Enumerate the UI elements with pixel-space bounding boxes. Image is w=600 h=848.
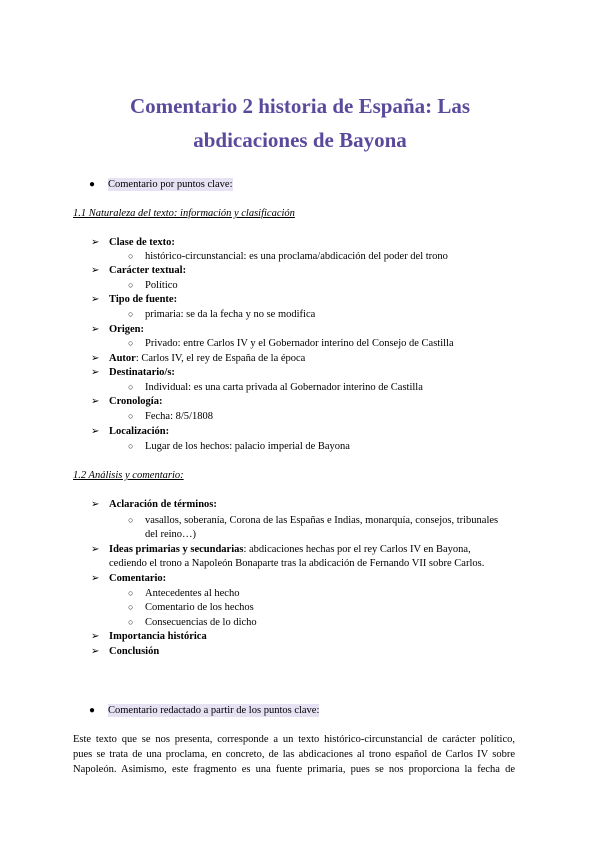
circle-bullet-icon: ○	[128, 617, 134, 627]
item-comentario-sub-1: Antecedentes al hecho	[145, 588, 240, 599]
item-localizacion-label: Localización:	[109, 426, 170, 437]
circle-bullet-icon: ○	[128, 338, 134, 348]
circle-bullet-icon: ○	[128, 309, 134, 319]
circle-bullet-icon: ○	[128, 280, 134, 290]
item-aclaracion-label: Aclaración de términos:	[109, 499, 217, 510]
bullet-dot-icon: ●	[89, 179, 96, 190]
item-comentario-sub-3: Consecuencias de lo dicho	[145, 617, 257, 628]
item-autor-label: Autor	[109, 353, 136, 364]
item-ideas-label: Ideas primarias y secundarias	[109, 544, 244, 555]
arrow-icon: ➢	[91, 646, 100, 657]
item-comentario-label: Comentario:	[109, 573, 167, 584]
section-heading-1-1: 1.1 Naturaleza del texto: información y clasificación	[73, 208, 295, 219]
arrow-icon: ➢	[91, 353, 100, 364]
item-caracter-label: Carácter textual:	[109, 265, 187, 276]
document-title-line-2: abdicaciones de Bayona	[193, 128, 407, 152]
circle-bullet-icon: ○	[128, 515, 134, 525]
item-clase-sub: histórico-circunstancial: es una proclama/abdicación del poder del trono	[145, 251, 448, 262]
arrow-icon: ➢	[91, 426, 100, 437]
item-localizacion-sub: Lugar de los hechos: palacio imperial de Bayona	[145, 441, 350, 452]
item-tipo-label: Tipo de fuente:	[109, 294, 178, 305]
document-title-line-1: Comentario 2 historia de España: Las	[129, 94, 471, 118]
arrow-icon: ➢	[91, 396, 100, 407]
item-origen-sub: Privado: entre Carlos IV y el Gobernador interino del Consejo de Castilla	[145, 338, 454, 349]
item-autor	[109, 352, 305, 365]
item-comentario-sub-2: Comentario de los hechos	[145, 602, 254, 613]
bullet-comentario-redactado: Comentario redactado a partir de los puntos clave:	[108, 705, 320, 716]
item-destinatario-sub: Individual: es una carta privada al Gobernador interino de Castilla	[145, 382, 423, 393]
paragraph-line: Este texto que se nos presenta, corresponde a un texto histórico-circunstancial de carácter político,	[73, 734, 515, 745]
item-ideas	[109, 543, 471, 556]
circle-bullet-icon: ○	[128, 588, 134, 598]
arrow-icon: ➢	[91, 499, 100, 510]
item-cronologia-sub: Fecha: 8/5/1808	[145, 411, 213, 422]
section-heading-1-2: 1.2 Análisis y comentario:	[73, 470, 184, 481]
arrow-icon: ➢	[91, 631, 100, 642]
circle-bullet-icon: ○	[128, 251, 134, 261]
item-conclusion-label: Conclusión	[109, 646, 160, 657]
arrow-icon: ➢	[91, 573, 100, 584]
arrow-icon: ➢	[91, 294, 100, 305]
commentary-paragraph	[73, 732, 515, 777]
item-origen-label: Origen:	[109, 324, 144, 335]
item-importancia-label: Importancia histórica	[109, 631, 207, 642]
arrow-icon: ➢	[91, 265, 100, 276]
arrow-icon: ➢	[91, 237, 100, 248]
paragraph-line: pues se trata de una proclama, en concreto, de las abdicaciones al trono español de Carlos IV sobre	[73, 749, 515, 760]
arrow-icon: ➢	[91, 324, 100, 335]
bullet-comentario-puntos: Comentario por puntos clave:	[108, 179, 233, 190]
paragraph-line: Napoleón. Asimismo, este fragmento es una fuente primaria, pues se nos proporciona la fecha de	[73, 764, 515, 775]
item-destinatario-label: Destinatario/s:	[109, 367, 175, 378]
item-tipo-sub: primaria: se da la fecha y no se modifica	[145, 309, 316, 320]
item-ideas-text-2: cediendo el trono a Napoleón Bonaparte tras la abdicación de Fernando VII sobre Carlos.	[109, 558, 485, 569]
arrow-icon: ➢	[91, 544, 100, 555]
circle-bullet-icon: ○	[128, 382, 134, 392]
bullet-dot-icon: ●	[89, 705, 96, 716]
item-ideas-text-1: : abdicaciones hechas por el rey Carlos IV en Bayona,	[243, 544, 471, 555]
circle-bullet-icon: ○	[128, 411, 134, 421]
circle-bullet-icon: ○	[128, 602, 134, 612]
arrow-icon: ➢	[91, 367, 100, 378]
item-clase-label: Clase de texto:	[109, 237, 175, 248]
circle-bullet-icon: ○	[128, 441, 134, 451]
item-aclaracion-sub-1: vasallos, soberanía, Corona de las Españas e Indias, monarquía, consejos, tribunales	[145, 515, 499, 526]
item-autor-text: : Carlos IV, el rey de España de la época	[135, 353, 306, 364]
item-caracter-sub: Político	[145, 280, 178, 291]
item-aclaracion-sub-2: del reino…)	[145, 529, 197, 540]
item-cronologia-label: Cronología:	[109, 396, 163, 407]
